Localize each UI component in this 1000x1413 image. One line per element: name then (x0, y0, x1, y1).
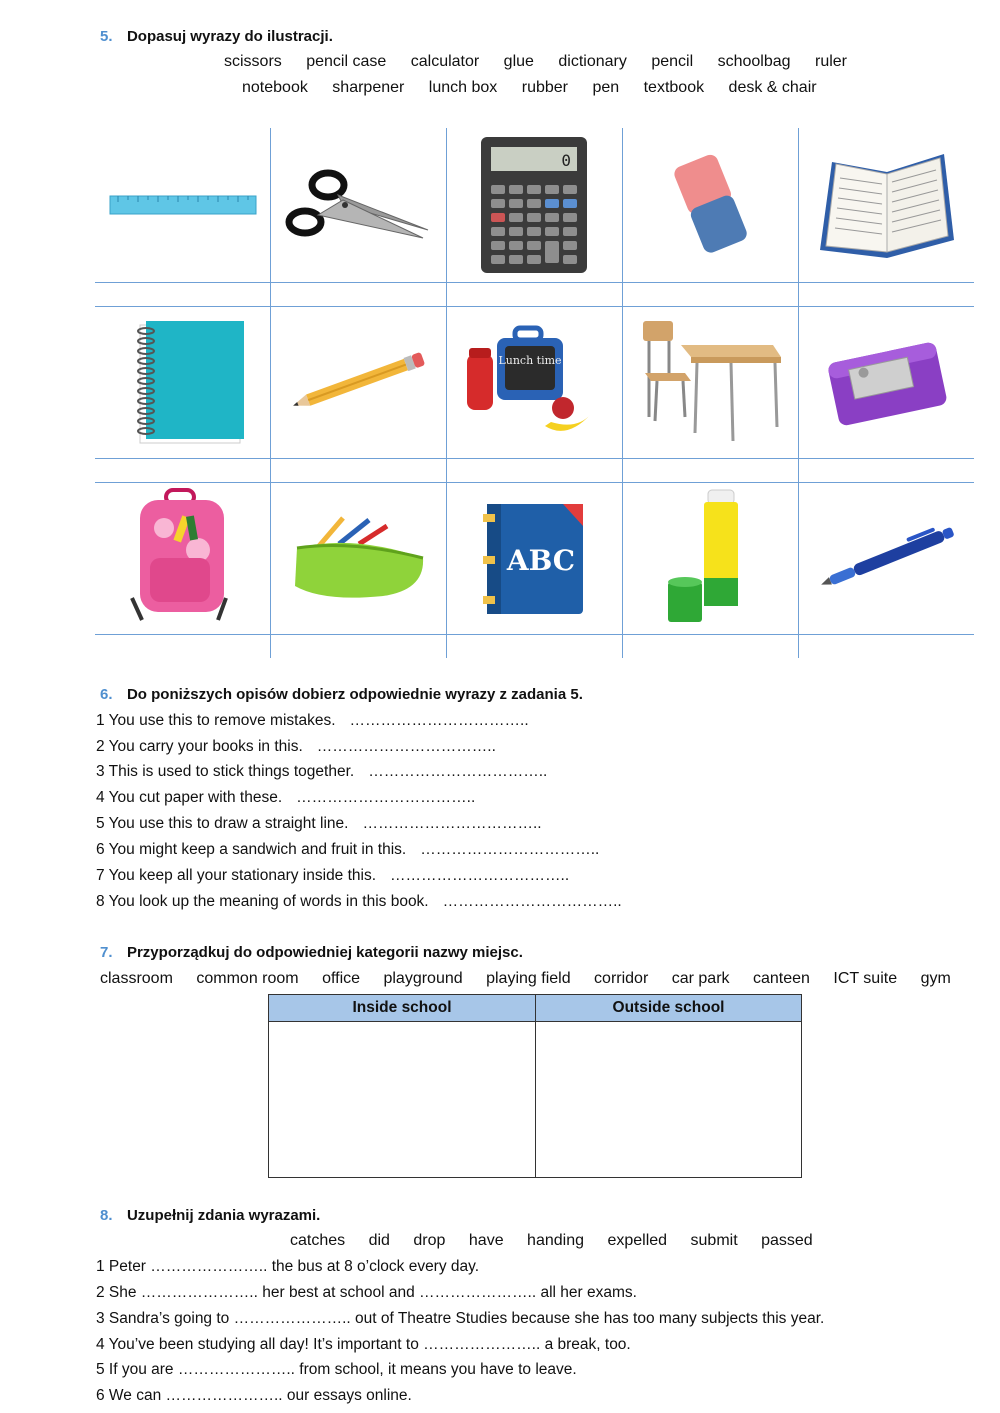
answer-blank[interactable]: …………………………….. (316, 738, 496, 755)
header-inside-school: Inside school (269, 995, 535, 1022)
task7-wordbank (100, 970, 951, 988)
word: classroom (100, 970, 173, 987)
answer-blank[interactable]: …………………………….. (349, 712, 529, 729)
word: gym (920, 970, 951, 987)
header-outside-school: Outside school (536, 995, 801, 1022)
answer-blank[interactable]: …………………………….. (362, 815, 542, 832)
item-text: 1 You use this to remove mistakes. (96, 712, 336, 729)
word: expelled (607, 1232, 668, 1249)
task5-wordbank-row1 (224, 53, 847, 71)
word: playing field (486, 970, 571, 987)
word: catches (290, 1232, 346, 1249)
task8-sentence[interactable]: 6 We can ………………….. our essays online. (96, 1387, 412, 1404)
grid-line (95, 282, 974, 283)
word: pencil case (306, 53, 387, 70)
task6-item (96, 893, 622, 911)
grid-line (95, 458, 974, 459)
word: scissors (224, 53, 282, 70)
word: ruler (814, 53, 847, 70)
task6-item (96, 738, 496, 756)
task8-heading (100, 1207, 320, 1225)
word: schoolbag (717, 53, 791, 70)
item-text: 8 You look up the meaning of words in this book. (96, 893, 429, 910)
lunchbox-label: Lunch time (498, 354, 562, 367)
item-text: 5 You use this to draw a straight line. (96, 815, 349, 832)
calculator-display: 0 (561, 151, 571, 170)
task6-item (96, 763, 547, 781)
item-text: 4 You cut paper with these. (96, 789, 283, 806)
answer-blank[interactable]: …………………………….. (442, 893, 622, 910)
calculator-icon (450, 132, 618, 278)
pencil-icon (274, 310, 442, 454)
word: playground (383, 970, 463, 987)
rubber-icon (626, 132, 794, 278)
word: ICT suite (833, 970, 898, 987)
notebook-icon (100, 310, 266, 454)
word: notebook (242, 79, 308, 96)
task5-title: Dopasuj wyrazy do ilustracji. (126, 28, 333, 45)
outside-school-cell[interactable] (536, 1022, 801, 1177)
task8-number: 8. (100, 1207, 113, 1224)
word: lunch box (428, 79, 498, 96)
grid-line (95, 634, 974, 635)
answer-blank[interactable]: …………………………….. (368, 763, 548, 780)
textbook-icon (450, 486, 618, 630)
answer-blank[interactable]: …………………………….. (420, 841, 600, 858)
word: have (468, 1232, 504, 1249)
word: corridor (594, 970, 649, 987)
task6-item (96, 867, 569, 885)
answer-blank[interactable]: …………………………….. (390, 867, 570, 884)
task8-sentence[interactable]: 4 You’ve been studying all day! It’s important to ………………….. a break, too. (96, 1336, 631, 1353)
word: pencil (651, 53, 694, 70)
sharpener-icon (802, 310, 972, 454)
task6-title: Do poniższych opisów dobierz odpowiednie wyrazy z zadania 5. (126, 686, 583, 703)
task7-number: 7. (100, 944, 113, 961)
task5-wordbank-row2 (242, 79, 817, 97)
item-text: 2 You carry your books in this. (96, 738, 303, 755)
word: did (368, 1232, 390, 1249)
task8-title: Uzupełnij zdania wyrazami. (126, 1207, 321, 1224)
schoolbag-icon (100, 486, 266, 630)
word: rubber (521, 79, 568, 96)
word: passed (761, 1232, 813, 1249)
item-text: 3 This is used to stick things together. (96, 763, 355, 780)
grid-line (446, 128, 447, 658)
word: sharpener (332, 79, 405, 96)
pen-icon (802, 486, 972, 630)
task8-sentence[interactable]: 2 She ………………….. her best at school and ………………….. all her exams. (96, 1284, 637, 1301)
word: office (322, 970, 361, 987)
task6-number: 6. (100, 686, 113, 703)
word: calculator (410, 53, 480, 70)
pencil-case-icon (274, 486, 442, 630)
word: pen (592, 79, 620, 96)
word: glue (503, 53, 534, 70)
word: dictionary (558, 53, 627, 70)
item-text: 7 You keep all your stationary inside this. (96, 867, 377, 884)
scissors-icon (274, 132, 442, 278)
task7-heading (100, 944, 523, 962)
task6-item (96, 712, 529, 730)
task5-heading (100, 28, 333, 46)
word: textbook (643, 79, 705, 96)
answer-blank[interactable]: …………………………….. (296, 789, 476, 806)
word: submit (690, 1232, 738, 1249)
grid-line (270, 128, 271, 658)
task5-number: 5. (100, 28, 113, 45)
task8-wordbank (290, 1232, 813, 1250)
task6-heading (100, 686, 583, 704)
task8-sentence[interactable]: 3 Sandra’s going to ………………….. out of Theatre Studies because she has too many subjects this year. (96, 1310, 825, 1327)
task6-item (96, 815, 542, 833)
category-table (268, 994, 802, 1178)
task8-sentence[interactable]: 5 If you are ………………….. from school, it means you have to leave. (96, 1361, 577, 1378)
word: handing (527, 1232, 584, 1249)
grid-line (622, 128, 623, 658)
word: car park (671, 970, 730, 987)
grid-line (95, 482, 974, 483)
dictionary-icon (802, 132, 972, 278)
grid-line (798, 128, 799, 658)
lunch-box-icon (450, 310, 618, 454)
word: desk & chair (728, 79, 817, 96)
word: common room (196, 970, 299, 987)
desk-chair-icon (626, 310, 794, 454)
item-text: 6 You might keep a sandwich and fruit in this. (96, 841, 407, 858)
task8-sentence[interactable]: 1 Peter ………………….. the bus at 8 o’clock every day. (96, 1258, 480, 1275)
grid-line (95, 306, 974, 307)
textbook-cover-text: ABC (506, 544, 576, 577)
word: canteen (752, 970, 810, 987)
inside-school-cell[interactable] (269, 1022, 535, 1177)
task6-item (96, 841, 599, 859)
task7-title: Przyporządkuj do odpowiedniej kategorii nazwy miejsc. (126, 944, 523, 961)
glue-icon (626, 486, 794, 630)
word: drop (413, 1232, 446, 1249)
task6-item (96, 789, 475, 807)
ruler-icon (100, 132, 266, 278)
